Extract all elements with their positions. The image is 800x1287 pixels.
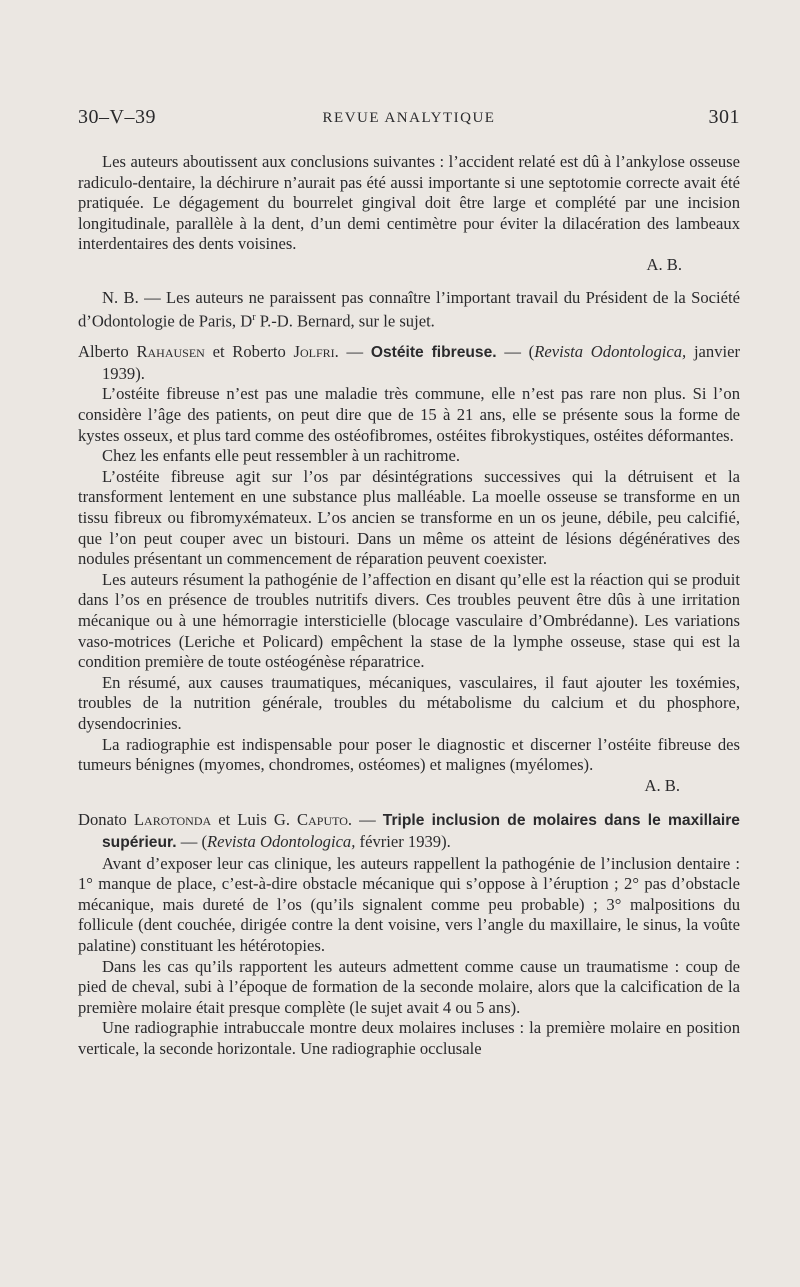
article-title: Triple inclusion de molaires dans le maxillaire supérieur. xyxy=(102,812,740,851)
article-title: Ostéite fibreuse. xyxy=(370,344,497,362)
article-heading: Donato Larotonda et Luis G. Caputo. — Triple inclusion de molaires dans le maxillaire supérieur. — (Revista Odontologica, février 1939). xyxy=(78,810,740,851)
paragraph: L’ostéite fibreuse n’est pas une maladie très commune, elle n’est pas rare non plus. Si l’on considère l’âge des patients, on peut dire que de 15 à 21 ans, elle se présente sous la forme de kystes osseux, et plus tard comme des ostéofibromes, ostéites fibrokystiques, ostéites déformantes. xyxy=(78,384,740,445)
page-number: 301 xyxy=(708,106,740,128)
editor-note: N. B. — Les auteurs ne paraissent pas connaître l’important travail du Président de la Société d’Odontologie de Paris, $D^r$ P.-D. Bernard, sur le sujet. xyxy=(78,287,740,331)
paragraph: La radiographie est indispensable pour poser le diagnostic et discerner l’ostéite fibreuse des tumeurs bénignes (myomes, chondromes, ostéomes) et malignes (myélomes). xyxy=(78,734,740,775)
signature: A. B. xyxy=(646,254,682,274)
paragraph: Dans les cas qu’ils rapportent les auteurs admettent comme cause un traumatisme : coup de pied de cheval, subi à l’époque de formation de la seconde molaire, alors que la calcification de la première molaire était presque complète (le sujet avait 4 ou 5 ans). xyxy=(78,956,740,1017)
signature: A. B. xyxy=(644,775,680,795)
paragraph: Les auteurs résument la pathogénie de l’affection en disant qu’elle est la réaction qui se produit dans l’os en présence de troubles nutritifs divers. Ces troubles peuvent être dûs à une irritation mécanique ou à une hémorragie intersticielle (blocage vasculaire d’Ombrédanne). Les variations vaso-motrices (Leriche et Policard) empêchent la stase de la lymphe osseuse, stase qui est la condition première de toute ostéogénèse réparatrice. xyxy=(78,569,740,672)
paragraph: Chez les enfants elle peut ressembler à un rachitrome. xyxy=(102,446,461,466)
paragraph: Avant d’exposer leur cas clinique, les auteurs rappellent la pathogénie de l’inclusion dentaire : 1° manque de place, c’est-à-dire obstacle mécanique qui s’oppose à l’éruption ; 2° pas d’obstacle mécanique, mais dureté de l’os (qu’ils signalent comme peu probable) ; 3° malpositions du follicule (dent couchée, dirigée contre la dent voisine, vers l’angle du maxillaire, le sinus, la voûte palatine) constituant les hétérotopies. xyxy=(78,853,740,955)
paragraph: Une radiographie intrabuccale montre deux molaires incluses : la première molaire en position verticale, la seconde horizontale. Une radiographie occlusale xyxy=(78,1018,740,1058)
conclusion-paragraph: Les auteurs aboutissent aux conclusions suivantes : l’accident relaté est dû à l’ankylose osseuse radiculo-dentaire, la déchirure n’aurait pas été aussi importante si une septotomie correcte avait été pratiquée. Le dégagement du bourrelet gingival doit être large et complété par une incision longitudinale, parallèle à la dent, d’un demi centimètre pour éviter la dilacération des lambeaux interdentaires des dents voisines. xyxy=(78,152,740,254)
header-date: 30–V–39 xyxy=(78,106,156,128)
paragraph: En résumé, aux causes traumatiques, mécaniques, vasculaires, il faut ajouter les toxémies, troubles de la nutrition générale, troubles du métabolisme du calcium et du phosphore, dysendocrinies. xyxy=(78,672,740,733)
paragraph: L’ostéite fibreuse agit sur l’os par désintégrations successives qui la détruisent et la transforment lentement en une substance plus malléable. La moelle osseuse se transforme en un tissu fibreux ou fibromyxémateux. L’os ancien se transforme en un os jeune, débile, peu calcifié, que l’on peut couper avec un bistouri. Dans un même os atteint de lésions dégénératives des nodules présentant un commencement de réparation peuvent coexister. xyxy=(78,466,740,569)
article-heading: Alberto Rahausen et Roberto Jolfri. — Ostéite fibreuse. — (Revista Odontologica, janvier 1939). xyxy=(78,342,741,383)
header-title: REVUE ANALYTIQUE xyxy=(322,110,496,126)
running-header xyxy=(78,106,740,138)
body-text xyxy=(78,152,740,1059)
